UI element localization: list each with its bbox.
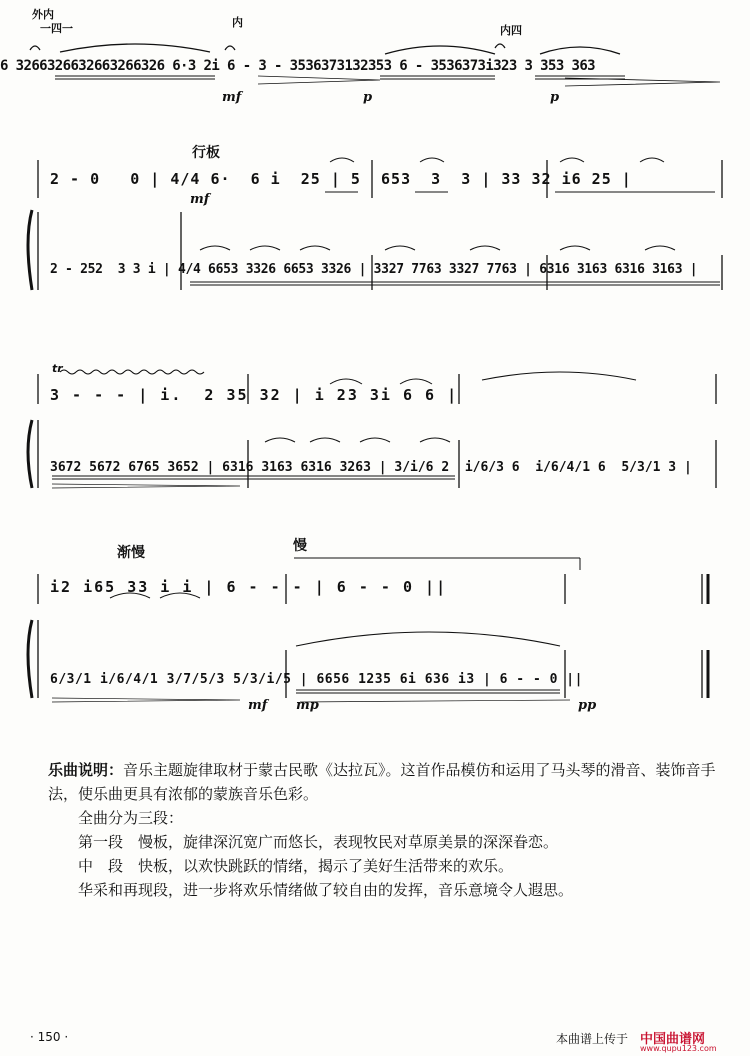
staff-brace <box>0 360 750 500</box>
tempo-mark: 慢 <box>293 538 307 554</box>
dynamic-mark: p <box>363 90 373 105</box>
explanation-text: 音乐主题旋律取材于蒙古民歌《达拉瓦》。这首作品模仿和运用了马头琴的滑音、装饰音手法，使乐曲更具有浓郁的蒙族音乐色彩。 <box>48 761 716 803</box>
accompaniment-line: 6/3/1 i/6/4/1 3/7/5/3 5/3/i/5 | 6656 1235 6i 636 i3 | 6 - - 0 || <box>50 672 583 687</box>
accompaniment-line: 2 - 252 3 3 i | 4/4 6653 3326 6653 3326 | 3327 7763 3327 7763 | 6316 3163 6316 3163 | <box>50 262 698 277</box>
fingering-mark: 内四 <box>500 24 522 37</box>
explanation-title: 乐曲说明： <box>48 761 124 779</box>
upload-text: 本曲谱上传于 <box>556 1032 629 1046</box>
melody-line: 6 3266326632663266326 6·3 2i 6 - 3 - 3536373132353 6 - 3536373i323 3 353 363 <box>0 58 595 74</box>
dynamic-mark: mf <box>222 90 242 105</box>
melody-line: 2 - 0 0 | 4/4 6· 6 i 25 | 5 653 3 3 | 33 32 i6 25 | <box>50 170 632 188</box>
fingering-mark: 外内 <box>32 8 54 21</box>
dynamic-mark: mp <box>296 698 319 713</box>
notation-marks <box>0 30 750 110</box>
accompaniment-line: 3672 5672 6765 3652 | 6316 3163 6316 3263 | 3/i/6 2 i/6/3 6 i/6/4/1 6 5/3/1 3 | <box>50 460 692 475</box>
music-explanation <box>48 758 718 902</box>
tempo-mark: 行板 <box>192 145 220 161</box>
explanation-para-3: 第一段 慢板，旋律深沉宽广而悠长，表现牧民对草原美景的深深眷恋。 <box>78 833 559 851</box>
dynamic-mark: mf <box>190 192 210 207</box>
site-url[interactable]: www.qupu123.com <box>640 1044 717 1053</box>
explanation-para-2: 全曲分为三段： <box>78 809 184 827</box>
dynamic-mark: pp <box>578 698 597 713</box>
melody-line: 3 - - - | i. 2 35 32 | i 23 3i 6 6 | <box>50 386 459 404</box>
fingering-mark: 内 <box>232 16 243 29</box>
dynamic-mark: p <box>550 90 560 105</box>
staff-brace <box>0 550 750 720</box>
tempo-mark: 渐慢 <box>117 545 145 561</box>
staff-brace <box>0 150 750 320</box>
fingering-mark: 一四一 <box>40 22 73 35</box>
explanation-para-5: 华采和再现段，进一步将欢乐情绪做了较自由的发挥，音乐意境令人遐思。 <box>78 881 574 899</box>
explanation-para-1 <box>48 758 718 806</box>
trill-mark: tr <box>52 362 63 375</box>
explanation-para-4: 中 段 快板，以欢快跳跃的情绪，揭示了美好生活带来的欢乐。 <box>78 857 514 875</box>
page-number: · 150 · <box>30 1030 69 1044</box>
dynamic-mark: mf <box>248 698 268 713</box>
melody-line: i2 i65 33 i i | 6 - - - | 6 - - 0 || <box>50 578 448 596</box>
site-logo-text: 中国曲谱网 <box>640 1032 706 1047</box>
